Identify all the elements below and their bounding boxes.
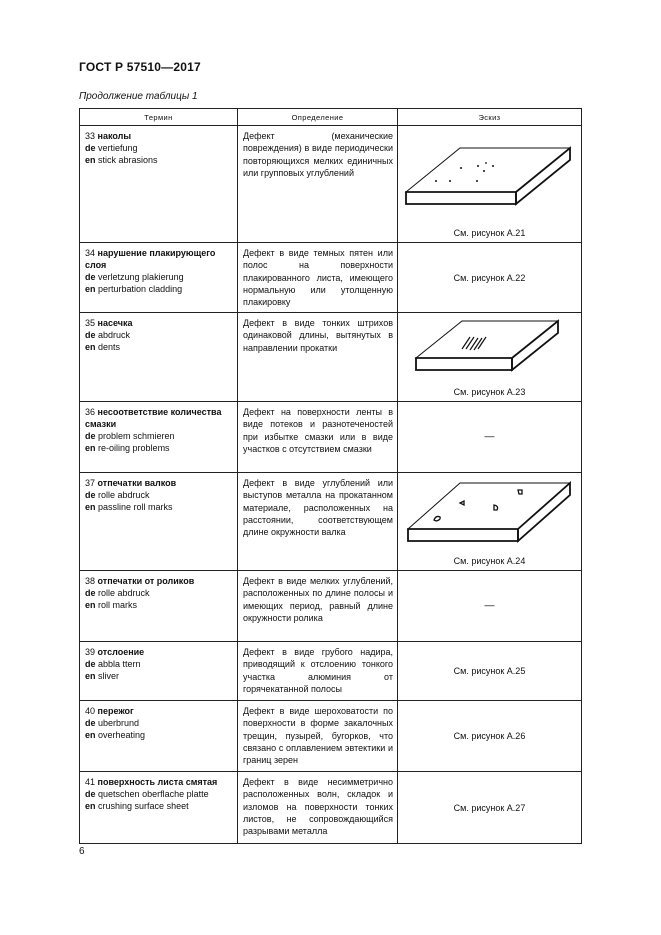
- column-header-term: Термин: [80, 109, 238, 126]
- term-german: vertiefung: [98, 143, 138, 153]
- term-english: crushing surface sheet: [98, 801, 189, 811]
- definition-cell: Дефект в виде несимметрично расположенных волн, складок и изломов на поверхности тонких листов, не сопровождающийся разрывами металла: [238, 772, 398, 844]
- no-sketch-dash: —: [484, 431, 495, 443]
- sketch-cell: [398, 243, 582, 313]
- sketch-cell: [398, 313, 582, 402]
- column-header-definition: Определение: [238, 109, 398, 126]
- term-english: sliver: [98, 671, 120, 681]
- term-cell: [80, 642, 238, 701]
- lang-tag-de: de: [85, 718, 96, 728]
- definition-cell: Дефект в виде мелких углублений, расположенных по длине полосы и имеющих период, равный длине окружности ролика: [238, 571, 398, 642]
- table-continuation-label: Продолжение таблицы 1: [79, 91, 198, 102]
- term-number: 37: [85, 478, 96, 488]
- term-russian: отпечатки валков: [97, 478, 177, 488]
- column-header-sketch: Эскиз: [398, 109, 582, 126]
- lang-tag-en: en: [85, 730, 96, 740]
- definition-cell: Дефект (механические повреждения) в виде периодически повторяющихся мелких единичных или групповых углублений: [238, 126, 398, 243]
- term-russian: несоответствие количества смазки: [85, 407, 222, 429]
- page-number: 6: [79, 846, 85, 857]
- lang-tag-de: de: [85, 588, 96, 598]
- term-number: 41: [85, 777, 96, 787]
- term-cell: [80, 473, 238, 571]
- sketch-cell: [398, 571, 582, 642]
- sketch-cell: [398, 642, 582, 701]
- lang-tag-en: en: [85, 502, 96, 512]
- lang-tag-en: en: [85, 443, 96, 453]
- term-cell: [80, 313, 238, 402]
- term-russian: наколы: [97, 131, 132, 141]
- definition-cell: Дефект в виде углублений или выступов металла на прокатанном материале, расположенных на расстоянии, соответствующем длине окружности валка: [238, 473, 398, 571]
- term-german: uberbrund: [98, 718, 140, 728]
- term-german: abbla ttern: [98, 659, 141, 669]
- term-russian: нарушение плакирующего слоя: [85, 248, 216, 270]
- term-english: overheating: [98, 730, 146, 740]
- definition-cell: Дефект в виде шероховатости по поверхности в форме закалочных трещин, пузырей, бугорков, что связано с оплавлением эвтектики и границ зерен: [238, 701, 398, 772]
- term-number: 35: [85, 318, 96, 328]
- sketch-cell: [398, 473, 582, 571]
- term-number: 39: [85, 647, 96, 657]
- lang-tag-de: de: [85, 272, 96, 282]
- plate-sketch-roll-marks: [398, 473, 582, 553]
- lang-tag-en: en: [85, 155, 96, 165]
- term-number: 34: [85, 248, 96, 258]
- lang-tag-en: en: [85, 342, 96, 352]
- sketch-figure-reference: См. рисунок А.27: [453, 802, 526, 813]
- plate-sketch-dents: [398, 313, 582, 383]
- lang-tag-en: en: [85, 671, 96, 681]
- lang-tag-en: en: [85, 600, 96, 610]
- lang-tag-de: de: [85, 659, 96, 669]
- table-row: [80, 772, 582, 844]
- table-row: [80, 473, 582, 571]
- sketch-cell: [398, 126, 582, 243]
- term-german: rolle abdruck: [98, 588, 150, 598]
- term-english: roll marks: [98, 600, 138, 610]
- document-header: ГОСТ Р 57510—2017: [79, 60, 201, 74]
- term-russian: поверхность листа смятая: [97, 777, 218, 787]
- term-cell: [80, 243, 238, 313]
- term-german: quetschen oberflache platte: [98, 789, 209, 799]
- term-number: 38: [85, 576, 96, 586]
- terms-table: [79, 108, 582, 844]
- definition-cell: Дефект в виде темных пятен или полос на поверхности плакированного листа, имеющего нормальную или утолщенную плакировку: [238, 243, 398, 313]
- table-row: [80, 402, 582, 473]
- table-row: [80, 642, 582, 701]
- sketch-cell: [398, 402, 582, 473]
- term-russian: отпечатки от роликов: [97, 576, 195, 586]
- term-cell: [80, 701, 238, 772]
- term-number: 36: [85, 407, 96, 417]
- term-russian: отслоение: [97, 647, 145, 657]
- table-row: [80, 701, 582, 772]
- term-english: stick abrasions: [98, 155, 158, 165]
- term-cell: [80, 571, 238, 642]
- plate-sketch-stick-abrasions: [398, 126, 582, 221]
- definition-cell: Дефект на поверхности ленты в виде потеков и разнотеченостей при избытке смазки или в виде участков с отсутствием смазки: [238, 402, 398, 473]
- sketch-cell: [398, 772, 582, 844]
- lang-tag-en: en: [85, 801, 96, 811]
- sketch-cell: [398, 701, 582, 772]
- sketch-figure-reference: См. рисунок А.25: [453, 666, 526, 676]
- term-russian: пережог: [97, 706, 134, 716]
- term-cell: [80, 772, 238, 844]
- sketch-figure-reference: См. рисунок А.26: [453, 731, 526, 741]
- term-number: 33: [85, 131, 96, 141]
- term-english: re-oiling problems: [98, 443, 170, 453]
- definition-cell: Дефект в виде грубого надира, приводящий к отслоению тонкого участка алюминия от горячекатанной полосы: [238, 642, 398, 701]
- term-english: perturbation cladding: [98, 284, 183, 294]
- lang-tag-de: de: [85, 330, 96, 340]
- table-row: [80, 571, 582, 642]
- lang-tag-de: de: [85, 490, 96, 500]
- term-german: verletzung plakierung: [98, 272, 184, 282]
- term-cell: [80, 126, 238, 243]
- term-german: rolle abdruck: [98, 490, 150, 500]
- lang-tag-de: de: [85, 789, 96, 799]
- table-row: [80, 243, 582, 313]
- table-row: [80, 126, 582, 243]
- term-english: passline roll marks: [98, 502, 173, 512]
- definition-cell: Дефект в виде тонких штрихов одинаковой длины, вытянутых в направлении прокатки: [238, 313, 398, 402]
- no-sketch-dash: —: [484, 600, 495, 612]
- sketch-figure-reference: См. рисунок А.23: [453, 387, 526, 397]
- term-number: 40: [85, 706, 96, 716]
- lang-tag-de: de: [85, 431, 96, 441]
- term-cell: [80, 402, 238, 473]
- table-header-row: [80, 109, 582, 126]
- term-german: abdruck: [98, 330, 131, 340]
- term-english: dents: [98, 342, 121, 352]
- table-row: [80, 313, 582, 402]
- term-german: problem schmieren: [98, 431, 175, 441]
- sketch-figure-reference: См. рисунок А.24: [453, 556, 526, 566]
- lang-tag-de: de: [85, 143, 96, 153]
- lang-tag-en: en: [85, 284, 96, 294]
- sketch-figure-reference: См. рисунок А.21: [453, 228, 526, 238]
- sketch-figure-reference: См. рисунок А.22: [453, 272, 526, 283]
- term-russian: насечка: [97, 318, 133, 328]
